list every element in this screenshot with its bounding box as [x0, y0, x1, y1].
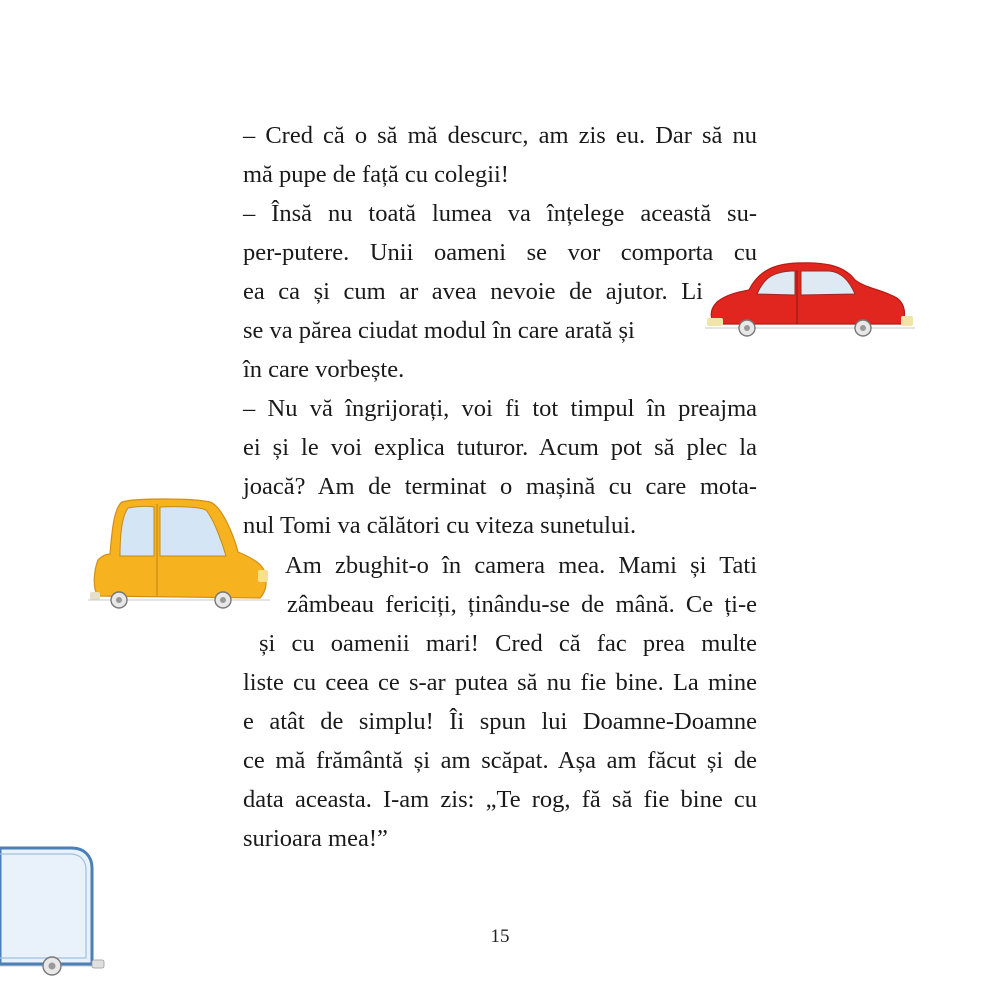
text-line: și cu oamenii mari! Cred că fac prea multe: [259, 630, 757, 657]
text-line: Am zbughit-o în camera mea. Mami și Tati: [285, 552, 757, 579]
text-line: se va părea ciudat modul în care arată și: [243, 317, 635, 344]
text-line: e atât de simplu! Îi spun lui Doamne-Doamne: [243, 708, 757, 735]
text-line: – Nu vă îngrijorați, voi fi tot timpul în preajma: [243, 395, 757, 422]
text-line: surioara mea!”: [243, 825, 388, 852]
text-line: ei și le voi explica tuturor. Acum pot să plec la: [243, 434, 757, 461]
text-line: joacă? Am de terminat o mașină cu care mota-: [243, 473, 757, 500]
text-line: în care vorbește.: [243, 356, 405, 383]
red-car-icon: [705, 258, 917, 340]
text-line: ce mă frământă și am scăpat. Așa am făcut și de: [243, 747, 757, 774]
text-line: mă pupe de față cu colegii!: [243, 161, 509, 188]
text-line: liste cu ceea ce s-ar putea să nu fie bine. La mine: [243, 669, 757, 696]
text-line: ea ca și cum ar avea nevoie de ajutor. Li: [243, 278, 703, 305]
yellow-car-icon: [88, 496, 270, 612]
text-line: – Însă nu toată lumea va înțelege această su-: [243, 200, 757, 227]
text-line: per-putere. Unii oameni se vor comporta cu: [243, 239, 757, 266]
text-line: nul Tomi va călători cu viteza sunetului.: [243, 512, 637, 539]
text-line: data aceasta. I-am zis: „Te rog, fă să fie bine cu: [243, 786, 757, 813]
page-number: 15: [490, 926, 510, 947]
text-line: – Cred că o să mă descurc, am zis eu. Dar să nu: [243, 122, 757, 149]
blue-vehicle-icon: [0, 846, 108, 980]
text-line: zâmbeau fericiți, ținându-se de mână. Ce ți-e: [287, 591, 757, 618]
